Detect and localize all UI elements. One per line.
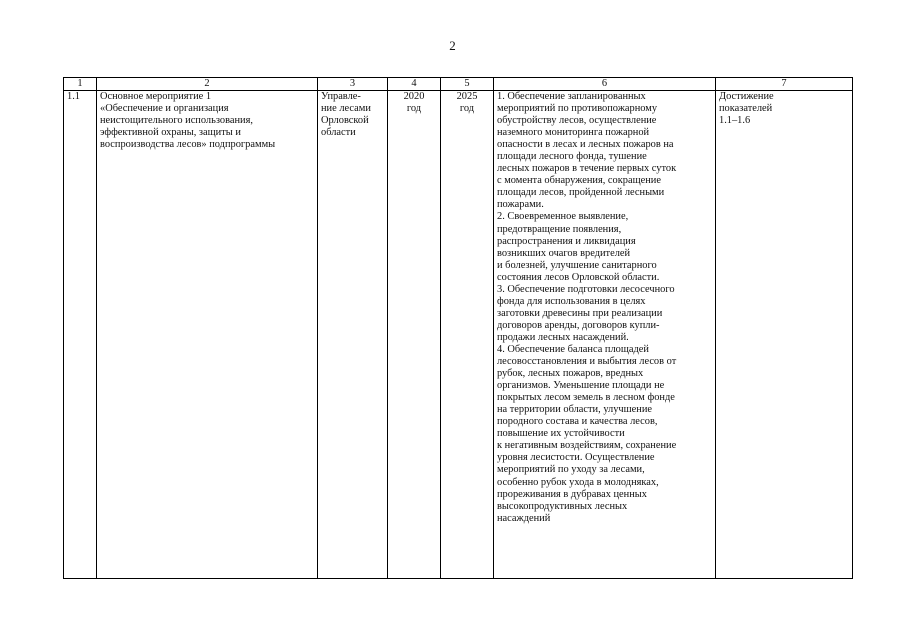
text-line: области: [321, 127, 356, 139]
start-year-cell: [388, 91, 441, 579]
text-line: с момента обнаружения, сокращение: [497, 175, 661, 187]
text-line: площади лесов, пройденной лесными: [497, 187, 665, 199]
text-line: покрытых лесом земель в лесном фонде: [497, 392, 675, 404]
text-line: возникших очагов вредителей: [497, 247, 631, 259]
text-line: наземного мониторинга пожарной: [497, 127, 650, 139]
text-line: продажи лесных насаждений.: [497, 331, 629, 343]
text-line: рубок, лесных пожаров, вредных: [497, 368, 644, 380]
text-line: эффективной охраны, защиты и: [100, 127, 241, 139]
row-number-cell: 1.1: [64, 91, 97, 579]
text-line: уровня лесистости. Осуществление: [497, 452, 655, 464]
text-line: заготовки древесины при реализации: [497, 307, 663, 319]
text-line: прореживания в дубравах ценных: [497, 488, 647, 500]
header-col-7: 7: [716, 78, 853, 91]
text-line: лесовосстановления и выбытия лесов от: [497, 356, 677, 368]
text-line: Основное мероприятие 1: [100, 91, 212, 102]
executor-cell: [318, 91, 388, 579]
text-line: высокопродуктивных лесных: [497, 500, 628, 512]
text-line: неистощительного использования,: [100, 115, 253, 127]
text-line: Управле-: [321, 91, 361, 102]
text-line: Достижение: [719, 91, 774, 102]
text-line: распространения и ликвидация: [497, 235, 636, 247]
table-row: [64, 91, 853, 579]
header-col-6: 6: [494, 78, 716, 91]
text-line: 1.1–1.6: [719, 115, 751, 127]
text-line: обустройству лесов, осуществление: [497, 115, 657, 127]
text-line: мероприятий по уходу за лесами,: [497, 464, 645, 476]
page-number: 2: [449, 38, 456, 53]
text-line: предотвращение появления,: [497, 223, 622, 235]
header-row: [64, 78, 853, 91]
text-line: фонда для использования в целях: [497, 295, 646, 307]
text-line: опасности в лесах и лесных пожаров на: [497, 139, 674, 151]
text-line: год: [459, 103, 475, 115]
text-line: 2025: [456, 91, 478, 102]
text-line: площади лесного фонда, тушение: [497, 151, 647, 163]
text-line: пожарами.: [497, 199, 544, 211]
header-col-1: 1: [64, 78, 97, 91]
program-table: [63, 77, 853, 579]
text-line: показателей: [719, 103, 773, 115]
text-line: на территории области, улучшение: [497, 404, 653, 416]
text-line: лесных пожаров в течение первых суток: [497, 163, 677, 175]
header-col-3: 3: [318, 78, 388, 91]
text-line: год: [406, 103, 422, 115]
text-line: ние лесами: [321, 103, 371, 115]
text-line: 4. Обеспечение баланса площадей: [497, 343, 649, 355]
text-line: организмов. Уменьшение площади не: [497, 380, 665, 392]
text-line: 2020: [403, 91, 425, 102]
text-line: воспроизводства лесов» подпрограммы: [100, 139, 276, 151]
header-col-2: 2: [97, 78, 318, 91]
text-line: 3. Обеспечение подготовки лесосечного: [497, 283, 675, 295]
text-line: породного состава и качества лесов,: [497, 416, 658, 428]
text-line: и болезней, улучшение санитарного: [497, 259, 657, 271]
header-col-4: 4: [388, 78, 441, 91]
text-line: особенно рубок ухода в молодняках,: [497, 476, 659, 488]
text-line: 2. Своевременное выявление,: [497, 211, 629, 223]
text-line: состояния лесов Орловской области.: [497, 271, 660, 283]
text-line: договоров аренды, договоров купли-: [497, 319, 660, 331]
text-line: мероприятий по противопожарному: [497, 103, 658, 115]
text-line: «Обеспечение и организация: [100, 103, 229, 115]
text-line: Орловской: [321, 115, 369, 127]
text-line: к негативным воздействиям, сохранение: [497, 440, 677, 452]
activity-name-cell: [97, 91, 318, 579]
text-line: повышение их устойчивости: [497, 428, 625, 440]
text-line: насаждений: [497, 512, 551, 524]
header-col-5: 5: [441, 78, 494, 91]
indicator-link-cell: [716, 91, 853, 579]
text-line: 1. Обеспечение запланированных: [497, 91, 646, 102]
expected-result-cell: [494, 91, 716, 579]
end-year-cell: [441, 91, 494, 579]
